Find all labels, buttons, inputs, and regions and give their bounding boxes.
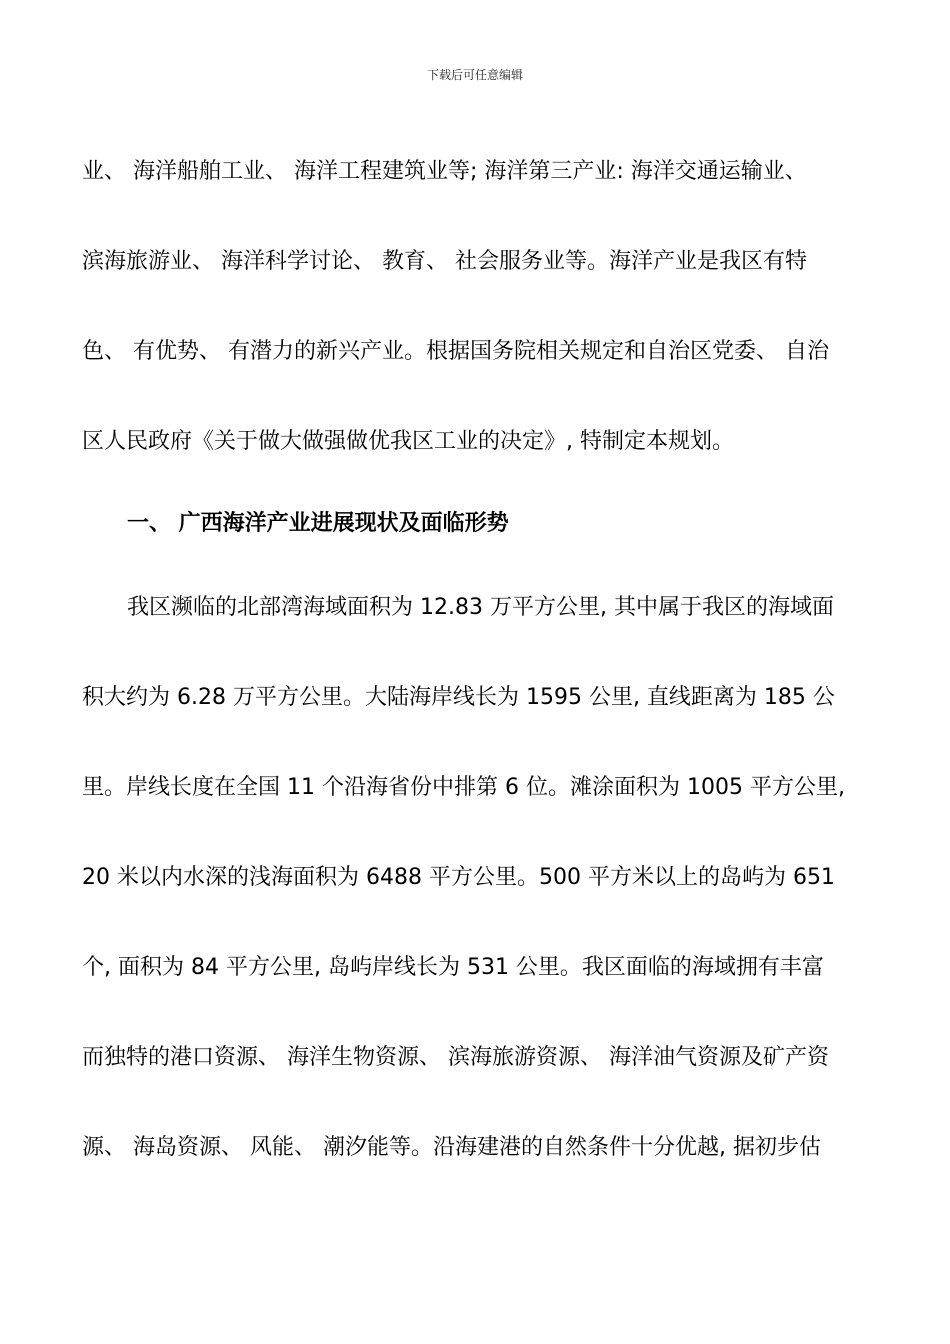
paragraph-line: 源、 海岛资源、 风能、 潮汐能等。沿海建港的自然条件十分优越, 据初步估 <box>82 1135 821 1160</box>
header-note: 下载后可任意编辑 <box>426 68 523 82</box>
paragraph-line: 而独特的港口资源、 海洋生物资源、 滨海旅游资源、 海洋油气资源及矿产资 <box>82 1045 829 1070</box>
section-heading: 一、 广西海洋产业进展现状及面临形势 <box>127 511 509 536</box>
paragraph-line: 滨海旅游业、 海洋科学讨论、 教育、 社会服务业等。海洋产业是我区有特 <box>82 249 807 274</box>
paragraph-line: 区人民政府《关于做大做强做优我区工业的决定》, 特制定本规划。 <box>82 429 734 454</box>
paragraph-line: 业、 海洋船舶工业、 海洋工程建筑业等; 海洋第三产业: 海洋交通运输业、 <box>82 159 807 184</box>
paragraph-line: 个, 面积为 84 平方公里, 岛屿岸线长为 531 公里。我区面临的海域拥有丰富 <box>82 955 824 980</box>
paragraph-line: 里。岸线长度在全国 11 个沿海省份中排第 6 位。滩涂面积为 1005 平方公里, <box>82 775 845 800</box>
paragraph-line: 20 米以内水深的浅海面积为 6488 平方公里。500 平方米以上的岛屿为 651 <box>82 865 835 890</box>
paragraph-line: 积大约为 6.28 万平方公里。大陆海岸线长为 1595 公里, 直线距离为 185 公 <box>82 685 835 710</box>
paragraph-line: 我区濒临的北部湾海域面积为 12.83 万平方公里, 其中属于我区的海域面 <box>127 595 834 620</box>
paragraph-line: 色、 有优势、 有潜力的新兴产业。根据国务院相关规定和自治区党委、 自治 <box>82 339 829 364</box>
